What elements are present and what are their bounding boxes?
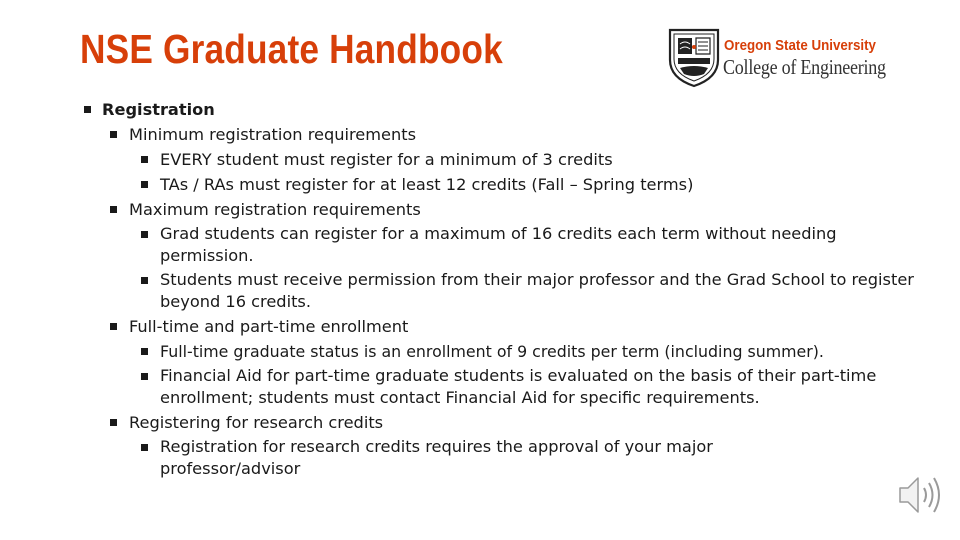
bullet-icon: [141, 444, 148, 451]
list-item: [80, 198, 940, 221]
list-item: [80, 173, 940, 196]
bullet-icon: [84, 106, 91, 113]
list-item: [80, 223, 940, 267]
list-item-text: TAs / RAs must register for at least 12 credits (Fall – Spring terms): [160, 175, 694, 194]
list-item: [80, 148, 940, 171]
list-item-text: Registration: [102, 100, 215, 119]
bullet-icon: [141, 348, 148, 355]
bullet-icon: [110, 131, 117, 138]
list-item-text: Maximum registration requirements: [129, 200, 421, 219]
list-item: [80, 123, 940, 146]
list-item: [80, 98, 940, 121]
list-item: [80, 411, 940, 434]
list-item-text: Full-time and part-time enrollment: [129, 317, 409, 336]
list-item-text: Registering for research credits: [129, 413, 384, 432]
bullet-icon: [141, 181, 148, 188]
bullet-icon: [141, 373, 148, 380]
list-item-text: Grad students can register for a maximum of 16 credits each term without needing permission.: [160, 224, 837, 265]
list-item-text: Full-time graduate status is an enrollment of 9 credits per term (including summer).: [160, 342, 824, 361]
bullet-icon: [110, 419, 117, 426]
bullet-icon: [141, 156, 148, 163]
bullet-icon: [141, 231, 148, 238]
list-item: [80, 436, 940, 480]
logo-university-name: Oregon State University: [724, 38, 876, 54]
list-item-text: Financial Aid for part-time graduate students is evaluated on the basis of their part-time enrollment; students must contact Financial Aid for specific requirements.: [160, 366, 877, 407]
logo-college-name: College of Engineering: [723, 55, 886, 79]
bullet-icon: [141, 277, 148, 284]
list-item: [80, 269, 940, 313]
bullet-icon: [110, 323, 117, 330]
list-item-text: Students must receive permission from their major professor and the Grad School to register beyond 16 credits.: [160, 270, 914, 311]
list-item-text: EVERY student must register for a minimum of 3 credits: [160, 150, 613, 169]
list-item-text: Minimum registration requirements: [129, 125, 417, 144]
slide-title: NSE Graduate Handbook: [80, 26, 503, 72]
list-item-text: Registration for research credits requires the approval of your major professor/advisor: [160, 437, 713, 478]
bullet-list: [80, 98, 940, 480]
osu-logo: [666, 24, 906, 92]
list-item: [80, 340, 940, 363]
list-item: [80, 365, 940, 409]
osu-seal-icon: [666, 24, 722, 88]
bullet-icon: [110, 206, 117, 213]
list-item: [80, 315, 940, 338]
audio-speaker-icon[interactable]: [894, 470, 944, 520]
